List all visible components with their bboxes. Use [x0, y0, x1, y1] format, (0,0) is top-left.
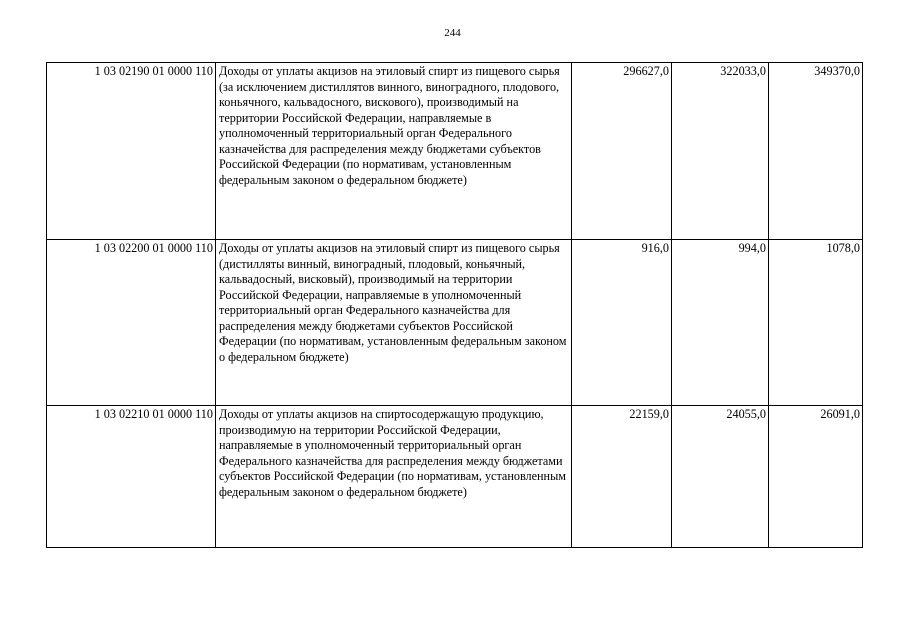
amount-year-3: 26091,0 — [769, 406, 863, 548]
amount-year-1: 296627,0 — [572, 63, 672, 240]
amount-year-3: 1078,0 — [769, 240, 863, 406]
table-row — [47, 240, 863, 406]
amount-year-2: 994,0 — [672, 240, 769, 406]
budget-code: 1 03 02210 01 0000 110 — [47, 406, 216, 548]
budget-code: 1 03 02200 01 0000 110 — [47, 240, 216, 406]
table-row — [47, 63, 863, 240]
table-row — [47, 406, 863, 548]
page-number: 244 — [444, 27, 461, 39]
revenue-description: Доходы от уплаты акцизов на этиловый спирт из пищевого сырья (за исключением дистиллятов винного, виноградного, плодового, коньячного, кальвадосного, вискового), производимый на территории Российской Федерации, направляемые в уполномоченный территориальный орган Федерального казначейства для распределения между бюджетами субъектов Российской Федерации (по нормативам, установленным федеральным законом о федеральном бюджете) — [216, 63, 572, 240]
amount-year-3: 349370,0 — [769, 63, 863, 240]
revenue-description: Доходы от уплаты акцизов на спиртосодержащую продукцию, производимую на территории Российской Федерации, направляемые в уполномоченный территориальный орган Федерального казначейства для распределения между бюджетами субъектов Российской Федерации (по нормативам, установленным федеральным законом о федеральном бюджете) — [216, 406, 572, 548]
amount-year-2: 24055,0 — [672, 406, 769, 548]
revenue-description: Доходы от уплаты акцизов на этиловый спирт из пищевого сырья (дистилляты винный, виноградный, плодовый, коньячный, кальвадосный, висковый), производимый на территории Российской Федерации, направляемые в уполномоченный территориальный орган Федерального казначейства для распределения между бюджетами субъектов Российской Федерации (по нормативам, установленным федеральным законом о федеральном бюджете) — [216, 240, 572, 406]
budget-code: 1 03 02190 01 0000 110 — [47, 63, 216, 240]
amount-year-1: 916,0 — [572, 240, 672, 406]
amount-year-1: 22159,0 — [572, 406, 672, 548]
revenue-table — [46, 62, 863, 548]
amount-year-2: 322033,0 — [672, 63, 769, 240]
